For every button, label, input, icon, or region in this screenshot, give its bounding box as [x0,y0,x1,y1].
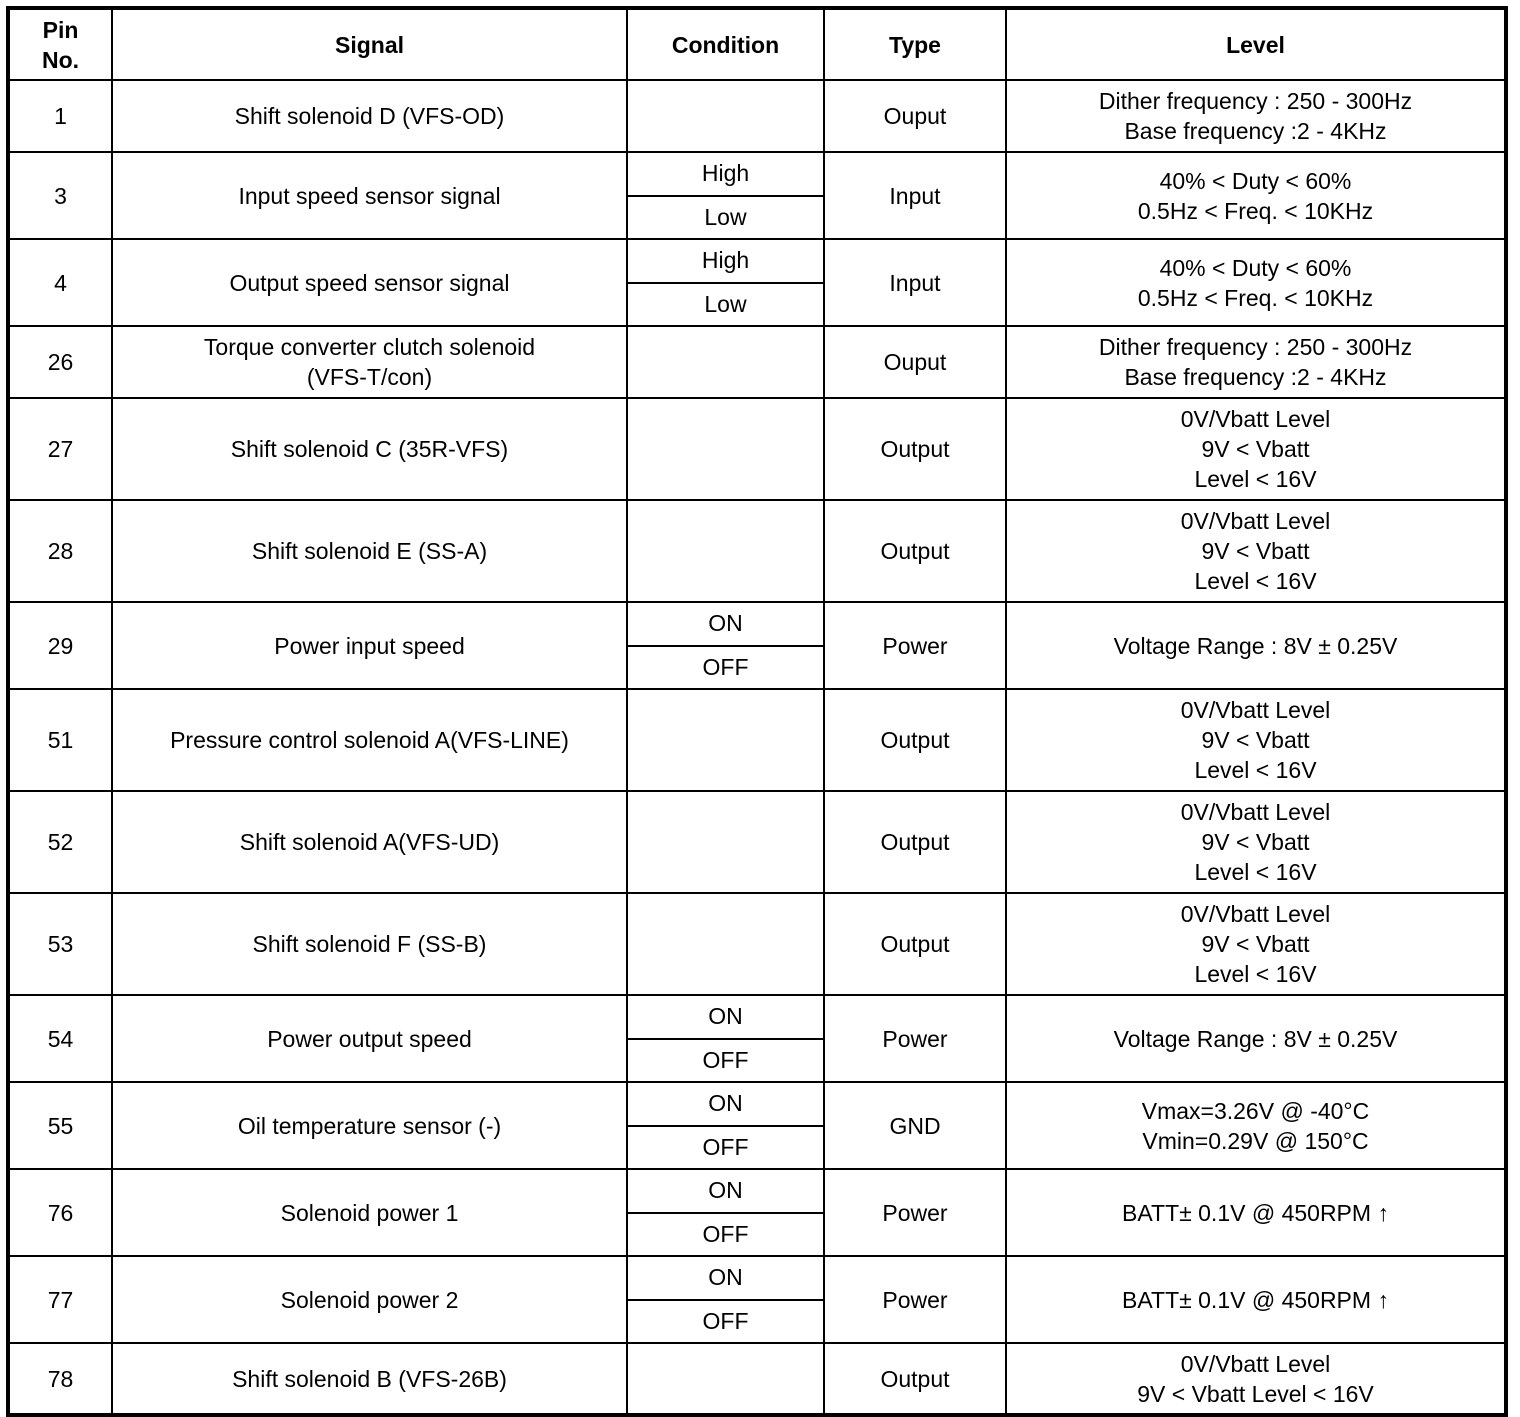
header-row [8,8,1506,80]
signal-cell: Output speed sensor signal [112,239,627,326]
table-row [8,500,1506,602]
condition-lower: OFF [702,1046,749,1073]
table-row [8,80,1506,152]
table-body [8,80,1506,1415]
condition-cell [627,689,824,791]
signal-cell: Shift solenoid A(VFS-UD) [112,791,627,893]
condition-cell [627,152,824,239]
condition-lower: OFF [702,1220,749,1247]
table-row [8,239,1506,326]
pin-number-cell: 3 [8,152,112,239]
condition-cell [627,1082,824,1169]
type-cell: Power [824,1256,1006,1343]
pin-signal-table [6,6,1508,1417]
table-row [8,1082,1506,1169]
type-cell: Output [824,398,1006,500]
condition-cell [627,1256,824,1343]
signal-cell: Shift solenoid D (VFS-OD) [112,80,627,152]
condition-cell [627,602,824,689]
level-cell: Voltage Range : 8V ± 0.25V [1006,602,1506,689]
type-cell: Power [824,995,1006,1082]
signal-cell: Power output speed [112,995,627,1082]
table-row [8,1256,1506,1343]
pin-number-cell: 53 [8,893,112,995]
level-cell: 0V/Vbatt Level 9V < Vbatt Level < 16V [1006,500,1506,602]
condition-upper: High [628,153,823,197]
header-condition: Condition [627,8,824,80]
signal-cell: Shift solenoid E (SS-A) [112,500,627,602]
pin-number-cell: 55 [8,1082,112,1169]
table-row [8,893,1506,995]
condition-cell [627,326,824,398]
condition-lower: OFF [702,1133,749,1160]
signal-cell: Shift solenoid B (VFS-26B) [112,1343,627,1415]
condition-lower: Low [704,203,747,230]
condition-upper: ON [628,996,823,1040]
pin-number-cell: 1 [8,80,112,152]
signal-cell: Solenoid power 1 [112,1169,627,1256]
type-cell: Output [824,1343,1006,1415]
type-cell: Input [824,152,1006,239]
table-row [8,1169,1506,1256]
table-row [8,398,1506,500]
condition-cell [627,893,824,995]
signal-cell: Power input speed [112,602,627,689]
condition-upper: ON [628,603,823,647]
condition-cell [627,398,824,500]
level-cell: Vmax=3.26V @ -40°C Vmin=0.29V @ 150°C [1006,1082,1506,1169]
table-row [8,1343,1506,1415]
signal-cell: Torque converter clutch solenoid (VFS-T/con) [112,326,627,398]
signal-cell: Pressure control solenoid A(VFS-LINE) [112,689,627,791]
condition-cell [627,500,824,602]
signal-cell: Input speed sensor signal [112,152,627,239]
type-cell: Ouput [824,80,1006,152]
signal-cell: Shift solenoid C (35R-VFS) [112,398,627,500]
condition-split [628,153,823,238]
type-cell: Ouput [824,326,1006,398]
level-cell: Voltage Range : 8V ± 0.25V [1006,995,1506,1082]
table-row [8,326,1506,398]
level-cell: BATT± 0.1V @ 450RPM ↑ [1006,1256,1506,1343]
pin-number-cell: 77 [8,1256,112,1343]
condition-split [628,1257,823,1342]
level-cell: 0V/Vbatt Level 9V < Vbatt Level < 16V [1006,398,1506,500]
header-type: Type [824,8,1006,80]
table-row [8,602,1506,689]
level-cell: 0V/Vbatt Level 9V < Vbatt Level < 16V [1006,689,1506,791]
condition-split [628,603,823,688]
condition-split [628,240,823,325]
pin-number-cell: 28 [8,500,112,602]
signal-cell: Oil temperature sensor (-) [112,1082,627,1169]
condition-cell [627,995,824,1082]
condition-lower: OFF [702,653,749,680]
condition-cell [627,1343,824,1415]
level-cell: 40% < Duty < 60% 0.5Hz < Freq. < 10KHz [1006,239,1506,326]
table-row [8,791,1506,893]
pin-number-cell: 27 [8,398,112,500]
signal-cell: Solenoid power 2 [112,1256,627,1343]
header-signal: Signal [112,8,627,80]
type-cell: Output [824,893,1006,995]
table-row [8,995,1506,1082]
pin-number-cell: 52 [8,791,112,893]
type-cell: Output [824,791,1006,893]
condition-split [628,996,823,1081]
type-cell: Output [824,689,1006,791]
table-row [8,689,1506,791]
level-cell: BATT± 0.1V @ 450RPM ↑ [1006,1169,1506,1256]
condition-lower: Low [704,290,747,317]
level-cell: 0V/Vbatt Level 9V < Vbatt Level < 16V [1006,1343,1506,1415]
condition-cell [627,791,824,893]
pin-number-cell: 78 [8,1343,112,1415]
condition-upper: ON [628,1083,823,1127]
condition-cell [627,80,824,152]
signal-cell: Shift solenoid F (SS-B) [112,893,627,995]
level-cell: 0V/Vbatt Level 9V < Vbatt Level < 16V [1006,791,1506,893]
condition-upper: High [628,240,823,284]
condition-cell [627,1169,824,1256]
type-cell: Power [824,1169,1006,1256]
condition-split [628,1170,823,1255]
type-cell: Power [824,602,1006,689]
pin-number-cell: 26 [8,326,112,398]
pin-number-cell: 29 [8,602,112,689]
condition-lower: OFF [702,1307,749,1334]
condition-cell [627,239,824,326]
level-cell: Dither frequency : 250 - 300Hz Base frequency :2 - 4KHz [1006,80,1506,152]
pin-number-cell: 51 [8,689,112,791]
level-cell: 40% < Duty < 60% 0.5Hz < Freq. < 10KHz [1006,152,1506,239]
pin-number-cell: 76 [8,1169,112,1256]
pin-number-cell: 4 [8,239,112,326]
header-level: Level [1006,8,1506,80]
condition-upper: ON [628,1257,823,1301]
type-cell: Output [824,500,1006,602]
type-cell: Input [824,239,1006,326]
condition-split [628,1083,823,1168]
condition-upper: ON [628,1170,823,1214]
level-cell: Dither frequency : 250 - 300Hz Base frequency :2 - 4KHz [1006,326,1506,398]
type-cell: GND [824,1082,1006,1169]
level-cell: 0V/Vbatt Level 9V < Vbatt Level < 16V [1006,893,1506,995]
pin-number-cell: 54 [8,995,112,1082]
header-pin-no: Pin No. [8,8,112,80]
table-row [8,152,1506,239]
